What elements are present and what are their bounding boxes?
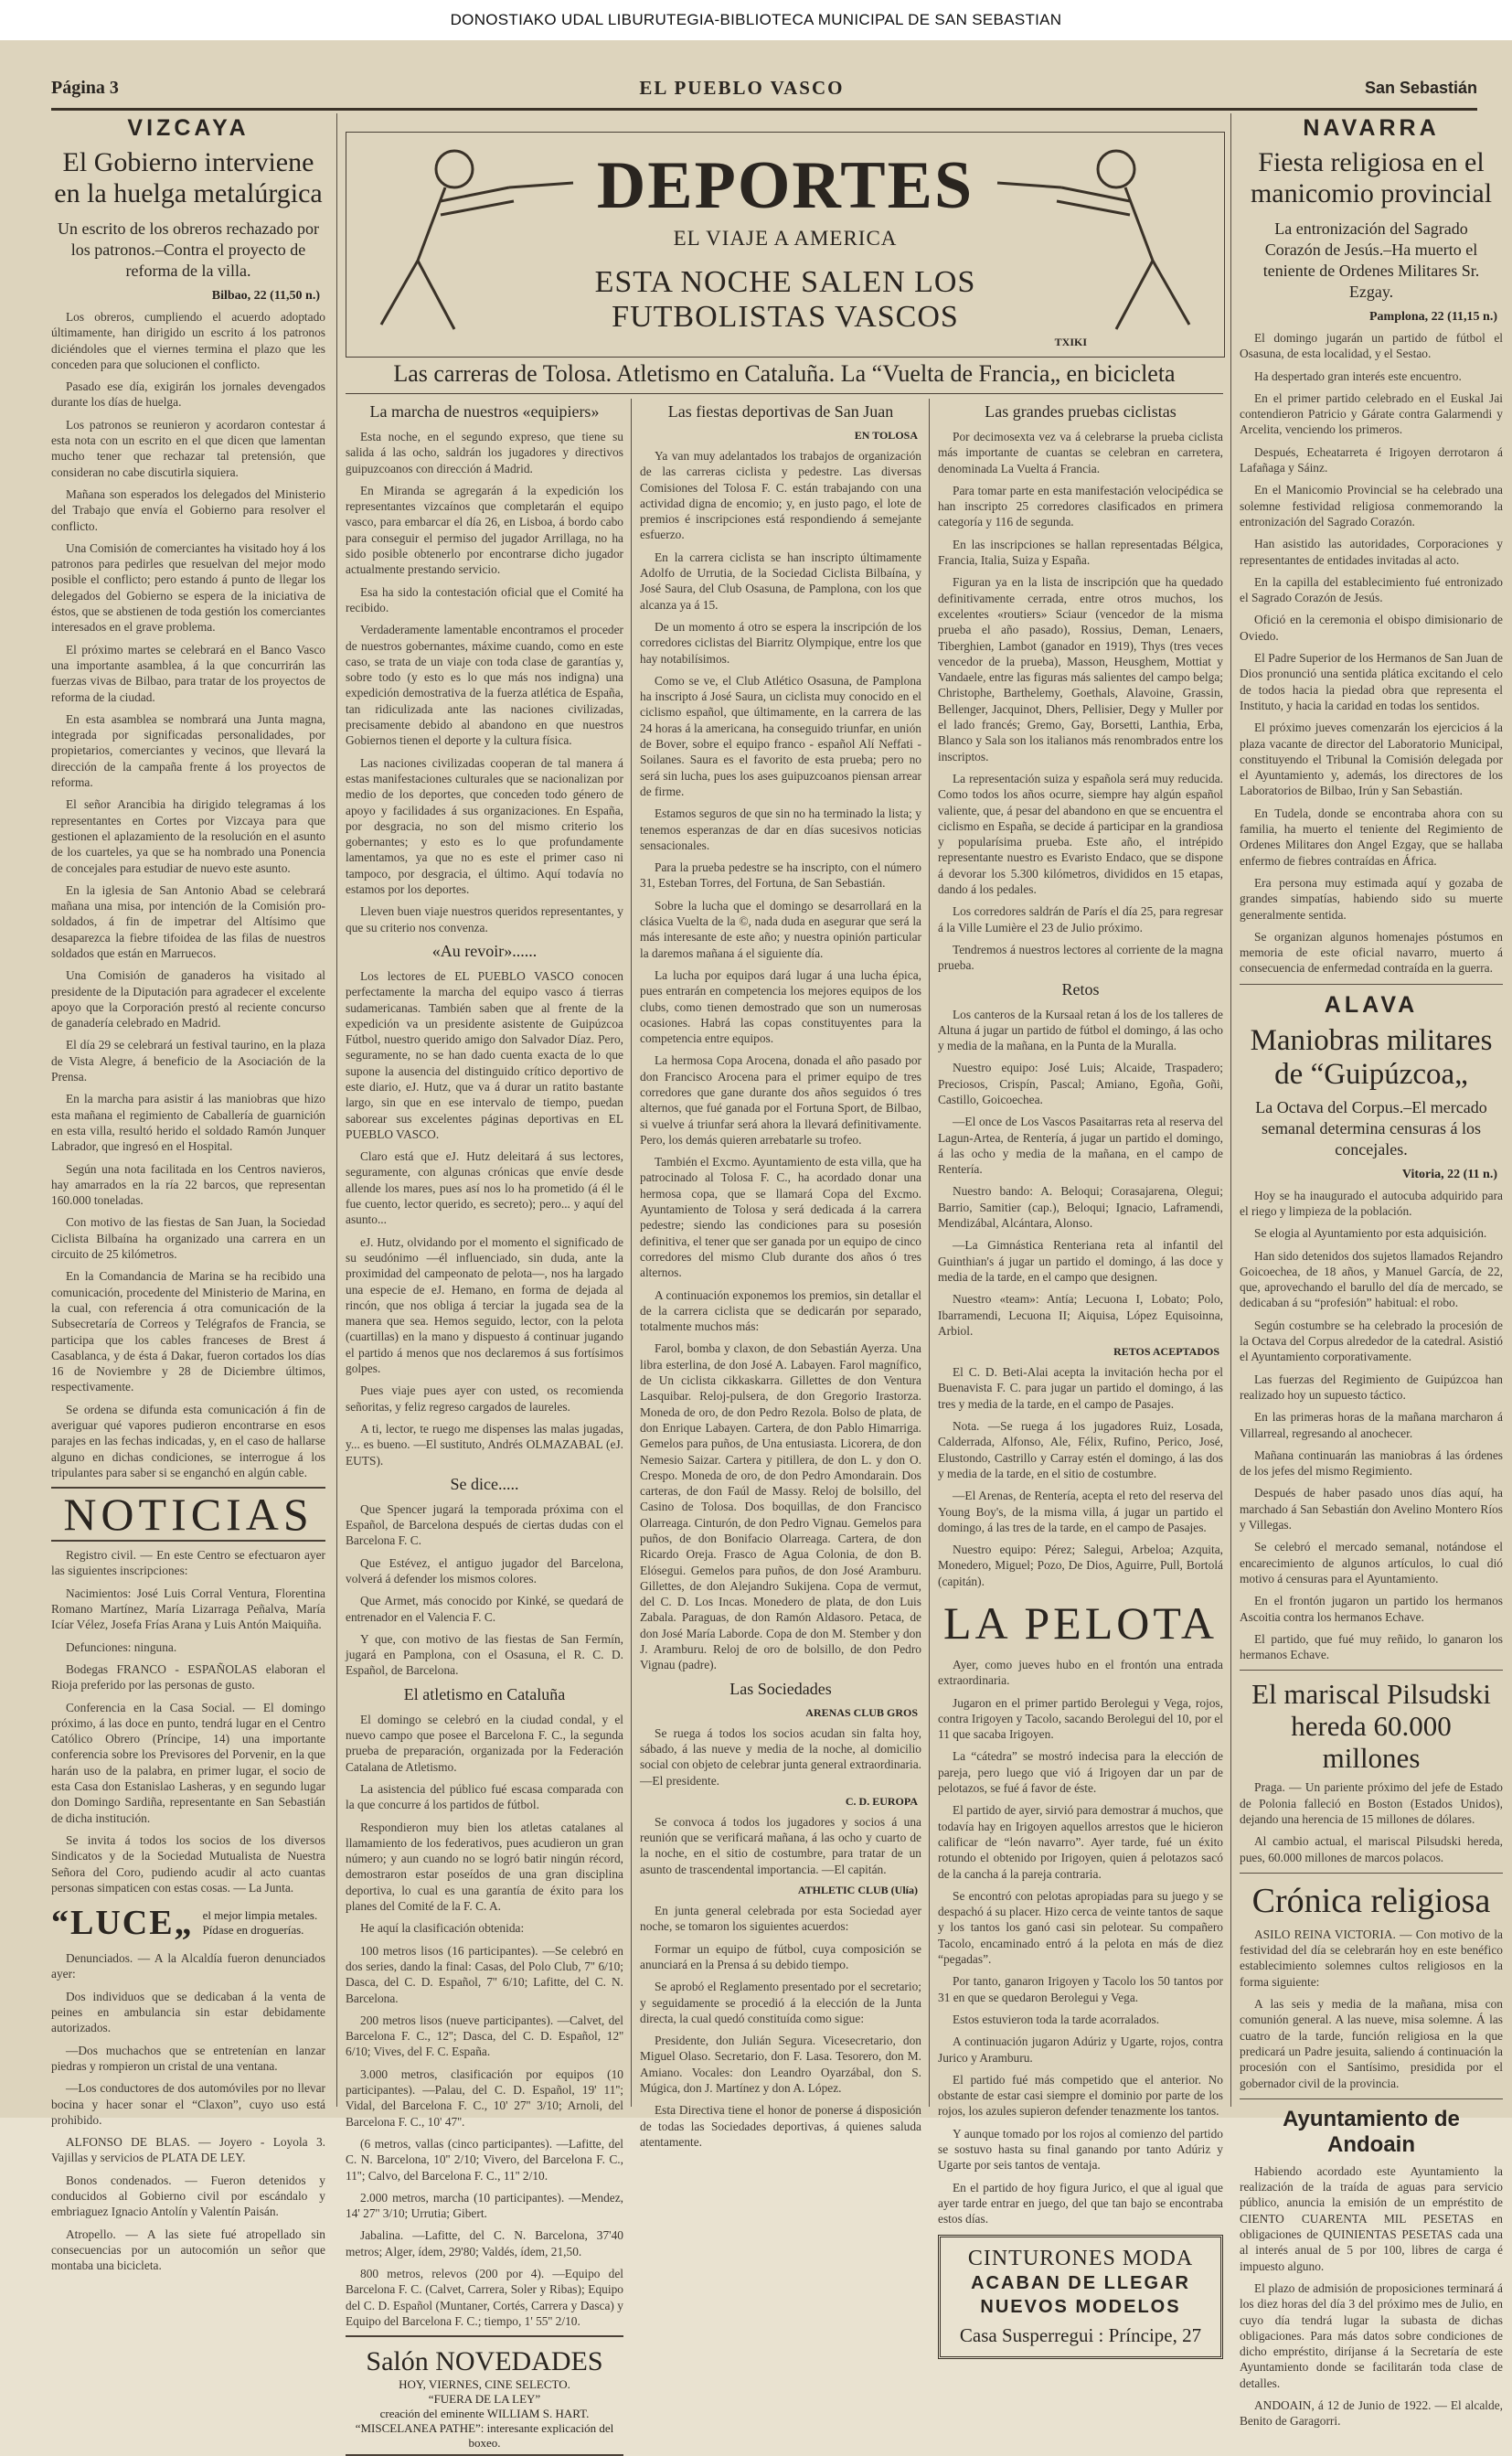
article-paragraph: La asistencia del público fué escasa comparada con la que concurre á los partidos de fútbol.: [346, 1781, 623, 1812]
article-paragraph: Las fuerzas del Regimiento de Guipúzcoa han realizado hoy un supuesto táctico.: [1240, 1372, 1503, 1402]
article-paragraph: A ti, lector, te ruego me dispenses las malas jugadas, y... es bueno. —El sustituto, Andrés OLMAZABAL (eJ. EUTS).: [346, 1421, 623, 1468]
banner-title: DEPORTES: [596, 148, 974, 223]
noticias-heading: NOTICIAS: [51, 1487, 325, 1542]
notice-paragraph: Nacimientos: José Luis Corral Ventura, Florentina Romano Martínez, María Lizarraga Peñalva, María Icíar Vélez, Josefa Frías Arana y Luis Antón Maiquiña.: [51, 1586, 325, 1632]
article-paragraph: El domingo se celebró en la ciudad condal, y el nuevo campo que posee el Barcelona F. C., la segunda prueba de preparación, organizada por la Federación Catalana de Atletismo.: [346, 1712, 623, 1774]
article-paragraph: En el partido de hoy figura Jurico, el que al igual que ayer tarde entrar en juego, del que tan bajo se encontraba estos días.: [938, 2180, 1223, 2226]
article-paragraph: En esta asamblea se nombrará una Junta magna, integrada por significadas personalidades, por propietarios, comerciantes y vecinos, que llevará la dirección de la campaña frente á los proyectos de reforma.: [51, 711, 325, 790]
banner-subtitle: EL VIAJE A AMERICA: [673, 227, 898, 250]
article-paragraph: Se ruega á todos los socios acudan sin falta hoy, sábado, á las nueve y media de la noche, al domicilio social con objeto de celebrar junta general extraordinaria. —El presidente.: [640, 1725, 921, 1788]
luce-brand: “LUCE„: [51, 1904, 194, 1943]
cinturones-ad: [938, 2235, 1223, 2359]
luce-ad: [51, 1903, 325, 1943]
ad-line: ACABAN DE LLEGAR: [971, 2272, 1190, 2293]
column-rule: [1230, 113, 1231, 2107]
article-paragraph: 3.000 metros, clasificación por equipos (10 participantes). —Palau, del C. D. Español, 19' 11''; Vidal, del Barcelona F. C., 10' 27'' 3/10; Arnoli, del Barcelona F. C., 10' 47''.: [346, 2066, 623, 2129]
article-paragraph: Respondieron muy bien los atletas catalanes al llamamiento de los federativos, pues acudieron un gran número; y aun cuando no se logró batir ningún récord, demostraron estar poseídos de una gran disciplina deportiva, lo cual es una garantía de éxito para los planes del Comité de la F. C. A.: [346, 1820, 623, 1914]
article-paragraph: Ayer, como jueves hubo en el frontón una entrada extraordinaria.: [938, 1658, 1223, 1688]
subhead-sociedades: Las Sociedades: [729, 1679, 832, 1698]
column-rule: [631, 399, 632, 2107]
article-paragraph: Nuestro «team»: Antía; Lecuona I, Lobato; Polo, Ibarramendi, Lecuona II; Aiquisa, López Equisoinna, Arbiol.: [938, 1292, 1223, 1338]
article-paragraph: Pues viaje pues ayer con usted, os recomienda señoritas, y feliz regreso cargados de laureles.: [346, 1383, 623, 1414]
article-paragraph: En Miranda se agregarán á la expedición los representantes vizcaínos que completarán el equipo vasco, para embarcar el día 26, en Lisboa, á bordo cabo para conseguir el permiso del jugador Arrillaga, no ha sido posible obtenerlo por encontrarse dicho jugador actualmente prestando servicio.: [346, 483, 623, 577]
subhead-au-revoir: «Au revoir»......: [431, 941, 538, 960]
headline-cronica-religiosa: Crónica religiosa: [1251, 1881, 1491, 1920]
salon-title: Salón NOVEDADES: [366, 2346, 603, 2377]
article-paragraph: Se elogia al Ayuntamiento por esta adquisición.: [1254, 1226, 1487, 1241]
article-paragraph: A las seis y media de la mañana, misa con comunión general. A las nueve, misa solemne. Á las cuatro de la tarde, función religiosa en la que predicará un Padre jesuita, saliendo á continuación la procesión con el Santísimo, presidida por el gobernador civil de la provincia.: [1240, 1997, 1503, 2090]
ad-address: Casa Susperregui : Príncipe, 27: [959, 2323, 1202, 2346]
article-paragraph: Las naciones civilizadas cooperan de tal manera á estas manifestaciones culturales que se nacionalizan por medio de los deportes, que conceden todo género de apoyo y facilidades á sus organizaciones. En España, por desgracia, no son del mismo criterio los gobernantes; y esto es lo que profundamente lamentamos, ya que no es este el primer caso ni tampoco, por desgracia, el último. Aquí todavía no estamos por los deportes.: [346, 755, 623, 897]
article-paragraph: Los corredores saldrán de París el día 25, para regresar á la Ville Lumière el 23 de Julio próximo.: [938, 904, 1223, 934]
dateline-bilbao: Bilbao, 22 (11,50 n.): [211, 289, 320, 303]
notice-paragraph: Defunciones: ninguna.: [66, 1639, 177, 1654]
column-vizcaya: [51, 112, 325, 2273]
article-paragraph: Nuestro bando: A. Beloqui; Corasajarena, Olegui; Barrio, Samitier (cap.), Beloqui; Ignacio, Laframendi, Mendizábal, Alcántara, Alonso.: [938, 1184, 1223, 1231]
article-paragraph: Por decimosexta vez va á celebrarse la prueba ciclista más importante de cuantas se celebran en carretera, denominada La Vuelta á Francia.: [938, 430, 1223, 475]
runhead-arenas: ARENAS CLUB GROS: [805, 1705, 918, 1719]
article-paragraph: Estos estuvieron toda la tarde acorralados.: [953, 2012, 1160, 2026]
article-paragraph: 2.000 metros, marcha (10 participantes). —Mendez, 14' 27'' 3/10; Urrutia; Gibert.: [346, 2190, 623, 2221]
article-paragraph: En la Comandancia de Marina se ha recibido una comunicación, procedente del Ministerio de Marina, en la cual, con referencia á otra comunicación de la Subsecretaría de Correos y Telégrafos de Francia, se participa que los cables franceses de Brest á Casablanca, y de ésta á Dakar, fueron cortados los días 16 de Noviembre y 28 de Diciembre últimos, respectivamente.: [51, 1269, 325, 1394]
article-paragraph: Los canteros de la Kursaal retan á los de los talleres de Altuna á jugar un partido de fútbol el domingo, á las ocho y media de la mañana, en la Punta de la Muralla.: [938, 1007, 1223, 1053]
masthead: EL PUEBLO VASCO: [639, 76, 845, 99]
article-paragraph: La lucha por equipos dará lugar á una lucha épica, pues entrarán en competencia los mejores equipos de los clubs, como tienen demostrado que son un numerosas ocasiones. Habrá las copas constituyentes para la competencia entre equipos.: [640, 967, 921, 1046]
article-paragraph: Jugaron en el primer partido Berolegui y Vega, rojos, contra Irigoyen y Tacolo, sacando Berolegui del 10, por el 11 que sacaba Irigoyen.: [938, 1695, 1223, 1742]
article-paragraph: Mañana son esperados los delegados del Ministerio del Trabajo que envía el Gobierno para resolver el conflicto.: [51, 486, 325, 533]
notice-paragraph: Conferencia en la Casa Social. — El domingo próximo, á las doce en punto, tendrá lugar en el Centro Católico Obrero (Príncipe, 14) una importante conferencia sobre los Previsores del Porvenir, en la que harán uso de la palabra, en primer lugar, el socio de esta Casa don Estanislao Lasheras, y en segundo lugar don Domingo Sardiña, representante en San Sebastián de dicha institución.: [51, 1700, 325, 1825]
article-paragraph: Se encontró con pelotas apropiadas para su juego y se despachó á su placer. Hizo cerca de veinte tantos de saque y los tantos los ganó casi sin pelotear. Su compañero Tacolo, encaminado entró á la pelota en más de diez “pegadas”.: [938, 1888, 1223, 1967]
divider: [1240, 1873, 1503, 1874]
article-paragraph: ANDOAIN, á 12 de Junio de 1922. — El alcalde, Benito de Garagorri.: [1240, 2398, 1503, 2429]
article-paragraph: He aquí la clasificación obtenida:: [360, 1921, 525, 1936]
article-paragraph: Ha despertado gran interés este encuentro.: [1254, 368, 1462, 383]
article-paragraph: Jabalina. —Lafitte, del C. N. Barcelona, 37'40 metros; Alger, ídem, 29'80; Valdés, ídem, 21,50.: [346, 2228, 623, 2258]
pelota-heading: LA PELOTA: [942, 1597, 1219, 1649]
article-paragraph: También el Excmo. Ayuntamiento de esta villa, que ha patrocinado al Tolosa F. C., ha acordado donar una hermosa copa, que se llamará Copa del Excmo. Ayuntamiento de Tolosa y será dedicada á la carrera pedestre; siendo las condiciones para su posesión definitiva, el tener que ser ganada por un equipo de cinco corredores del mismo Club durante dos años ó tres alternos.: [640, 1155, 921, 1280]
runhead-europa: C. D. EUROPA: [845, 1794, 918, 1808]
subhead-se-dice: Se dice.....: [450, 1474, 519, 1493]
subhead-equipiers: La marcha de nuestros «equipiers»: [369, 402, 600, 421]
article-paragraph: Como se ve, el Club Atlético Osasuna, de Pamplona ha inscripto á José Saura, un ciclista muy conocido en el ciclismo español, que últimamente, en la carrera de las 24 horas á la americana, ha conseguido triunfar, en unión de Bover, sobre el equipo franco - español Alí Neffati - Soilanes. Saura es el favorito de esta prueba; pero no será sin lucha, pues los ases guipuzcoanos piensan arrear de firme.: [640, 673, 921, 798]
notice-paragraph: Registro civil. — En este Centro se efectuaron ayer las siguientes inscripciones:: [51, 1548, 325, 1578]
banner-headline: ESTA NOCHE SALEN LOS FUTBOLISTAS VASCOS: [594, 265, 976, 334]
notice-paragraph: Denunciados. — A la Alcaldía fueron denunciados ayer:: [51, 1951, 325, 1981]
article-paragraph: En el Manicomio Provincial se ha celebrado una solemne festividad religiosa conmemorando la entronización del Sagrado Corazón.: [1240, 483, 1503, 529]
deportes-banner: [346, 132, 1225, 358]
column-deportes-3: [938, 399, 1223, 2346]
article-paragraph: En las inscripciones se hallan representadas Bélgica, Francia, Italia, Suiza y España.: [938, 537, 1223, 568]
article-paragraph: Pasado ese día, exigirán los jornales devengados durante los días de huelga.: [51, 379, 325, 410]
article-paragraph: El plazo de admisión de proposiciones terminará á los diez horas del día 3 del próximo mes de Julio, en cuyo día tendrá lugar la subasta de dichas obligaciones. Para más datos sobre condiciones de dicho empréstito, diríjanse á la Secretaría de este Ayuntamiento donde se facilitarán toda clase de detalles.: [1240, 2280, 1503, 2390]
article-paragraph: El C. D. Beti-Alai acepta la invitación hecha por el Buenavista F. C. para jugar un partido el domingo, á las tres y media de la tarde, en el campo de Pasajes.: [938, 1365, 1223, 1411]
article-paragraph: Los patronos se reunieron y acordaron contestar á esta nota con un escrito en el que dicen que lamentan mucho tener que rechazar tal pretensión, que consideran no cabe discutirla siquiera.: [51, 417, 325, 479]
notice-paragraph: Atropello. — A las siete fué atropellado sin consecuencias por un autocomión un señor que montaba una bicicleta.: [51, 2226, 325, 2273]
artist-signature: TXIKI: [1054, 336, 1087, 348]
salon-line: creación del eminente WILLIAM S. HART.: [379, 2407, 590, 2421]
article-paragraph: Esta noche, en el segundo expreso, que tiene su salida á las ocho, saldrán los jugadores y directivos guipuzcoanos con dirección á Madrid.: [346, 430, 623, 475]
column-rule: [336, 113, 337, 2107]
article-paragraph: Han sido detenidos dos sujetos llamados Rejandro Goicoechea, de 18 años, y Manuel García, de 22, que, aprovechando el barullo del día de mercado, se dedicaban á su “profesión” habitual: el robo.: [1240, 1248, 1503, 1310]
article-paragraph: Para tomar parte en esta manifestación velocipédica se han inscripto 25 corredores clasificados en primera categoría y 116 de segunda.: [938, 483, 1223, 529]
article-paragraph: Al cambio actual, el mariscal Pilsudski hereda, pues, 60.000 millones de marcos polacos.: [1240, 1834, 1503, 1864]
article-paragraph: Que Spencer jugará la temporada próxima con el Español, de Barcelona después de ciertas dudas con el Barcelona F. C.: [346, 1501, 623, 1548]
deck-huelga: Un escrito de los obreros rechazado por los patronos.–Contra el proyecto de reforma de la villa.: [58, 219, 319, 280]
article-paragraph: Verdaderamente lamentable encontramos el proceder de nuestros gobernantes, máxime cuando, como en este caso, se trata de un viaje con toda clase de garantías y, sobre todo (y esto es lo que más nos indigna) una expedición demostrativa de la fuerza atlética de España, tan ridiculizada ante las naciones civilizadas, precisamente debido al abandono en que nuestros Gobiernos tienen el deporte y la cultura física.: [346, 623, 623, 748]
article-paragraph: Una Comisión de ganaderos ha visitado al presidente de la Diputación para agradecer el excelente apoyo que la Corporación prestó al reciente concurso de ganadería celebrado en Madrid.: [51, 968, 325, 1030]
article-paragraph: El señor Arancibia ha dirigido telegramas á los representantes en Cortes por Vizcaya para que gestionen el aplazamiento de la resolución en el asunto de los cuarteles, ya que se ha nombrado una Ponencia de concejales para estudiar de nuevo este asunto.: [51, 797, 325, 875]
article-paragraph: Por tanto, ganaron Irigoyen y Tacolo los 50 tantos por 31 en que se quedaron Berolegui y Vega.: [938, 1974, 1223, 2004]
article-paragraph: Figuran ya en la lista de inscripción que ha quedado definitivamente cerrada, entre otros muchos, los excelentes «routiers» Sciaur (vencedor de la misma prueba el año pasado), Rossius, Deman, Lenaers, Tiberghien, Lambot (ganador en 1919), Thys (tres veces vencedor de la prueba), Masson, Heusghem, Mottiat y Vandaele, entre las figuras más salientes del campo belga; Christophe, Barthelemy, Goethals, Alavoine, Grassin, Bellenger, Jacquinot, Dhers, Pellisier, Degy y Muller por el lado francés; Gremo, Gay, Borsetti, Lanthia, Erba, Blanco y Sala son los italianos más renombrados entre los inscriptos.: [938, 575, 1223, 763]
divider: [1240, 2098, 1503, 2099]
salon-line: “FUERA DE LA LEY”: [428, 2392, 541, 2407]
article-paragraph: (6 metros, vallas (cinco participantes). —Lafitte, del C. N. Barcelona, 10'' 2/10; Vivero, del Barcelona F. C., 11''; Calvo, del Barcelona F. C., 11'' 2/10.: [346, 2136, 623, 2183]
article-paragraph: En la marcha para asistir á las maniobras que hizo esta mañana el regimiento de Caballería de guarnición en esta villa, resultó herido el soldado Ramón Junquer Labrador, que ingresó en el Hospital.: [51, 1092, 325, 1154]
article-paragraph: 200 metros lisos (nueve participantes). —Calvet, del Barcelona F. C., 12''; Dasca, del C. D. Español, 12'' 6/10; Vives, del F. C. España.: [346, 2013, 623, 2059]
article-paragraph: Se celebró el mercado semanal, notándose el encarecimiento de algunos artículos, lo cual dió motivo á censuras para el Ayuntamiento.: [1240, 1540, 1503, 1586]
article-paragraph: Lleven buen viaje nuestros queridos representantes, y que su criterio nos convenza.: [346, 904, 623, 934]
article-paragraph: 100 metros lisos (16 participantes). —Se celebró en dos series, dando la final: Casas, del Polo Club, 7'' 6/10; Dasca, del C. D. Español, 7'' 6/10; Lafitte, del C. N. Barcelona.: [346, 1943, 623, 2005]
article-paragraph: Nota. —Se ruega á los jugadores Ruiz, Losada, Calderrada, Alfonso, Ale, Félix, Rufino, Perico, José, Elustondo, Castrillo y Carray estén el domingo, á las dos y media de la tarde, en el sitio de costumbre.: [938, 1419, 1223, 1480]
article-paragraph: Han asistido las autoridades, Corporaciones y representantes de entidades invitadas al acto.: [1240, 537, 1503, 567]
dateline-pamplona: Pamplona, 22 (11,15 n.): [1368, 310, 1497, 324]
article-paragraph: El domingo jugarán un partido de fútbol el Osasuna, de esta localidad, y el Sestao.: [1240, 331, 1503, 361]
runhead-tolosa: EN TOLOSA: [854, 429, 918, 442]
article-paragraph: Ya van muy adelantados los trabajos de organización de las carreras ciclista y pedestre. Las diversas Comisiones del Tolosa F. C. están trabajando con una actividad digna de encomio; y, en justo pago, el lote de premios é inscripciones está respondiendo á semejante esfuerzo.: [640, 449, 921, 542]
column-deportes-2: [640, 399, 921, 2149]
article-paragraph: Y que, con motivo de las fiestas de San Fermín, jugará en Pamplona, con el Osasuna, el R. C. D. Español, de Barcelona.: [346, 1631, 623, 1678]
salon-line: “MISCELANEA PATHE”: interesante explicación del boxeo.: [355, 2421, 614, 2451]
article-paragraph: Se aprobó el Reglamento presentado por el secretario; y seguidamente se procedió á la elección de la Junta directa, la cual quedó constituída como sigue:: [640, 1980, 921, 2025]
article-paragraph: Mañana continuarán las maniobras á las órdenes de los jefes del mismo Regimiento.: [1240, 1447, 1503, 1479]
article-paragraph: Estamos seguros de que sin no ha terminado la lista; y tenemos esperanzas de dar en días sucesivos noticias sensacionales.: [640, 806, 921, 852]
runhead-athletic: ATHLETIC CLUB (Ulía): [797, 1884, 918, 1897]
article-paragraph: Que Armet, más conocido por Kinké, se quedará de entrenador en el Valencia F. C.: [346, 1594, 623, 1624]
article-paragraph: La representación suiza y española será muy reducida. Como todos los años ocurre, siempre hay algún español valiente, que, á pesar del abandono en que se encuentra el ciclismo en España, se decide á participar en la grandiosa y popularísima prueba. Este año, el intrépido representante nuestro es Evaristo Endaco, que se dispone á devorar los 5.300 kilómetros, divididos en 15 etapas, dando á los pedales.: [938, 771, 1223, 897]
page-number: Página 3: [51, 77, 119, 98]
article-paragraph: Según costumbre se ha celebrado la procesión de la Octava del Corpus alrededor de la catedral. Asistió el Ayuntamiento corporativamente.: [1240, 1318, 1503, 1364]
article-paragraph: Era persona muy estimada aquí y gozaba de grandes simpatías, habiendo sido su muerte generalmente sentida.: [1240, 875, 1503, 922]
article-paragraph: Nuestro equipo: Pérez; Salegui, Arbeloa; Azquita, Monedero, Miguel; Pozo, De Dios, Aguirre, Pull, Bortolá (capitán).: [938, 1543, 1223, 1588]
article-paragraph: Sobre la lucha que el domingo se desarrollará en la clásica Vuelta de la ©, nada duda en asegurar que será la más interesante de este año; y nuestra opinión particular la daremos mañana á el siguiente día.: [640, 898, 921, 960]
headline-maniobras: Maniobras militares de “Guipúzcoa„: [1250, 1023, 1493, 1091]
article-paragraph: El partido fué más competido que el anterior. No obstante de estar casi siempre el dominio por parte de los rojos, los azules supieron defender tenazmente los tantos.: [938, 2072, 1223, 2119]
article-paragraph: Los lectores de EL PUEBLO VASCO conocen perfectamente la marcha del equipo vasco á tierras sudamericanas. También saben que al frente de la expedición va un presidente asistente de Guipúzcoa Fútbol, nuestro querido amigo don Salvador Díaz. Pero, seguramente, no se han dado cuenta exacta de lo que supone la ausencia del distinguido crítico deportivo de este diario, eJ. Hutz, que va á durar un ratito bastante largo, sin que en ese intervalo de tiempo, puedan saborear sus excelentes páginas deportivas en EL PUEBLO VASCO.: [346, 968, 623, 1141]
subhead-pruebas-ciclistas: Las grandes pruebas ciclistas: [985, 402, 1177, 421]
article-paragraph: En la iglesia de San Antonio Abad se celebrará mañana una misa, por intención de la Comisión pro-soldados, á fin de impetrar del Altísimo que desaparezca la fiebre tifoidea de las filas de nuestros soldados que están en Marruecos.: [51, 882, 325, 960]
article-paragraph: Se organizan algunos homenajes póstumos en memoria de este oficial navarro, muerto á consecuencia de enfermedad contraída en la guerra.: [1240, 929, 1503, 976]
city-label: San Sebastián: [1364, 78, 1477, 97]
subhead-atletismo: El atletismo en Cataluña: [403, 1684, 566, 1703]
divider: [1240, 1670, 1503, 1671]
article-paragraph: A continuación exponemos los premios, sin detallar el de la carrera ciclista que se dedicarán por separado, totalmente muchos más:: [640, 1287, 921, 1334]
column-navarra-alava: [1240, 112, 1503, 2429]
notice-paragraph: —Dos muchachos que se entretenían en lanzar piedras y rompieron un cristal de una ventana.: [51, 2043, 325, 2073]
article-paragraph: El próximo jueves comenzarán los ejercicios á la plaza vacante de director del Laboratorio Municipal, constituyendo el Tribunal la Comisión delegada por el Ayuntamiento y, además, los directores de los Laboratorios de Bilbao, Irún y San Sebastián.: [1240, 721, 1503, 798]
article-paragraph: Con motivo de las fiestas de San Juan, la Sociedad Ciclista Bilbaína ha organizado una carrera en un circuito de 25 kilómetros.: [51, 1215, 325, 1262]
article-paragraph: En junta general celebrada por esta Sociedad ayer noche, se tomaron los siguientes acuerdos:: [640, 1904, 921, 1934]
notice-paragraph: ALFONSO DE BLAS. — Joyero - Loyola 3. Vajillas y servicios de PLATA DE LEY.: [51, 2135, 325, 2165]
subhead-fiestas-san-juan: Las fiestas deportivas de San Juan: [667, 402, 894, 421]
article-paragraph: —El Arenas, de Rentería, acepta el reto del reserva del Young Boy's, de la misma villa, á jugar un partido el domingo, á las tres de la tarde, en el campo de Pasajes.: [938, 1489, 1223, 1534]
article-paragraph: Habiendo acordado este Ayuntamiento la realización de la traída de aguas para servicio público, anuncia la emisión de un empréstito de CIENTO CUARENTA MIL PESETAS en obligaciones de QUINIENTAS PESETAS cada una al interés anual de 5 por 100, libres de carga é impuesto alguno.: [1240, 2163, 1503, 2273]
article-paragraph: Para la prueba pedestre se ha inscripto, con el número 31, Esteban Torres, del Fortuna, de San Sebastián.: [640, 860, 921, 891]
newspaper-page: [0, 40, 1512, 2451]
article-paragraph: Hoy se ha inaugurado el autocuba adquirido para el riego y limpieza de la población.: [1240, 1188, 1503, 1218]
article-paragraph: Según una nota facilitada en los Centros navieros, hay amarrados en la ría 22 barcos, que representan 160.000 toneladas.: [51, 1161, 325, 1208]
deck-manicomio: La entronización del Sagrado Corazón de Jesús.–Ha muerto el teniente de Ordenes Militares Sr. Ezgay.: [1262, 219, 1480, 301]
notice-paragraph: Bodegas FRANCO - ESPAÑOLAS elaboran el Rioja preferido por las personas de gusto.: [51, 1661, 325, 1693]
luce-text: el mejor limpia metales. Pídase en droguerías.: [202, 1908, 318, 1938]
article-paragraph: Esta Directiva tiene el honor de ponerse á disposición de todas las Sociedades deportivas, á quienes saluda atentamente.: [640, 2103, 921, 2149]
article-paragraph: Praga. — Un pariente próximo del jefe de Estado de Polonia falleció en Boston (Estados Unidos), dejando una herencia de 15 millones de dólares.: [1240, 1780, 1503, 1826]
sports-subheadline: Las carreras de Tolosa. Atletismo en Cataluña. La “Vuelta de Francia„ en bicicleta: [346, 360, 1223, 394]
column-rule: [929, 399, 930, 2107]
headline-andoain: Ayuntamiento de Andoain: [1283, 2106, 1460, 2157]
prize-list: Farol, bomba y claxon, de don Sebastián Ayerza. Una libra esterlina, de don José A. Labayen. Farol magnífico, de Un ciclista cikkaskarra. Gillettes de don Ventura Lasquibar. Reloj-pulsera, de don Gregorio Irastorza. Moneda de oro, de don Pedro Rezola. Bolso de plata, de don Enrique Labayen. Cartera, de don Pablo Himarriga. Gemelos para puños, de Una entusiasta. Licorera, de don Nemesio Saizar. Cartera y pitillera, de don L. y don O. Crespo. Moneda de oro, de don Pedro Amondarain. Dos carteras, de don Faúl de Massy. Reloj de bolsillo, del Casino de Tolosa. Dos boquillas, de don Francisco Olarreaga. Cinturón, de don Pedro Vignau. Gemelos para puños, de don Bonifacio Olarreaga. Cartera, de don Ricardo Oreja. Frasco de Agua Colonia, de don B. Elósegui. Gemelos para puños, de don José Aramburu. Gillettes, de don Alejandro Sukijena. Copa de vermut, del C. D. Los Incas. Monedero de plata, de don Luis Zabala. Paraguas, de don Ramón Aldasoro. Petaca, de don José María Laborde. Copa de don M. Stember y don J. Aramburu. Reloj de oro de bolsillo, de don Pedro Vignau (padre).: [640, 1341, 921, 1672]
article-paragraph: Ofició en la ceremonia el obispo dimisionario de Oviedo.: [1240, 613, 1503, 643]
article-paragraph: eJ. Hutz, olvidando por el momento el significado de su seudónimo —él influenciado, sin duda, ante la proximidad del campeonato de pelota—, nos ha largado una especie de eJ. Hemano, en forma de dejada al rincón, que nos obliga á terciar la jugada sea de la manera que sea. Hemos seguido, lector, con la pelota (cuartillas) en la mano y dispuesto á continuar jugando el partido á menos que nos declaremos á sus fortísimos golpes.: [346, 1234, 623, 1376]
article-paragraph: Los obreros, cumpliendo el acuerdo adoptado últimamente, han dirigido un escrito á los patronos diciéndoles que el viernes termina el plazo que les conceden para que solucionen el conflicto.: [51, 310, 325, 371]
article-paragraph: En Tudela, donde se encontraba ahora con su familia, ha muerto el teniente del Regimiento de Ordenes Militares don Angel Ezgay, que se hallaba enfermo de fiebres contraídas en África.: [1240, 806, 1503, 868]
notice-paragraph: —Los conductores de dos automóviles por no llevar bocina y hacer sonar el “Claxon”, cuyo uso está prohibido.: [51, 2081, 325, 2127]
page-header: [51, 68, 1477, 111]
headline-huelga: El Gobierno interviene en la huelga metalúrgica: [54, 147, 323, 208]
article-paragraph: Nuestro equipo: José Luis; Alcaide, Traspadero; Preciosos, Crispín, Pascal; Amiano, Egoña, Goñi, Castillo, Goicoechea.: [938, 1061, 1223, 1106]
article-paragraph: Después de haber pasado unos días aquí, ha marchado á San Sebastián don Avelino Montero Ríos y Villegas.: [1240, 1486, 1503, 1532]
ad-line: NUEVOS MODELOS: [980, 2296, 1181, 2317]
article-paragraph: Presidente, don Julián Segura. Vicesecretario, don Miguel Olaso. Secretario, don F. Lasa. Tesorero, don M. Amiano. Vocales: don Leandro Oyarzábal, don S. Múgica, don J. Martínez y don A. López.: [640, 2034, 921, 2096]
article-paragraph: —La Gimnástica Renteriana reta al infantil del Guinthian's á jugar un partido el domingo, á las doce y media de la tarde, en el campo que designen.: [938, 1238, 1223, 1284]
dateline-vitoria: Vitoria, 22 (11 n.): [1401, 1167, 1497, 1181]
salon-line: HOY, VIERNES, CINE SELECTO.: [399, 2377, 570, 2392]
article-paragraph: En las primeras horas de la mañana marcharon á Villarreal, regresando al anochecer.: [1240, 1410, 1503, 1440]
article-paragraph: De un momento á otro se espera la inscripción de los corredores ciclistas del Biarritz Olympique, entre los que hay notabilísimos.: [640, 619, 921, 666]
notice-paragraph: Se invita á todos los socios de los diversos Sindicatos y de la Sociedad Mutualista de Nuestra Señora del Coro, pudiendo acudir al acto cuantas personas simpaticen con estas cosas. — La Junta.: [51, 1832, 325, 1895]
deck-maniobras: La Octava del Corpus.–El mercado semanal determina censuras á los concejales.: [1255, 1097, 1487, 1159]
article-paragraph: El Padre Superior de los Hermanos de San Juan de Dios pronunció una sentida plática excitando el celo de todos hacia la piedad obra que representa el Instituto, y hacia la caridad en todas los sentidos.: [1240, 651, 1503, 712]
article-paragraph: En el frontón jugaron un partido los hermanos Ascoitia contra los hermanos Echave.: [1240, 1594, 1503, 1624]
article-paragraph: Claro está que eJ. Hutz deleitará á sus lectores, seguramente, con algunas crónicas que envíe desde allende los mares, pues así nos lo ha prometido (á él le fue cuento, lector querido, es secreto); pero... y aquí del asunto...: [346, 1149, 623, 1227]
column-deportes-1: [346, 399, 623, 2451]
salon-novedades-ad: [346, 2335, 623, 2456]
section-vizcaya: VIZCAYA: [127, 115, 250, 141]
notice-paragraph: Dos individuos que se dedicaban á la venta de peines en ambulancia sin estar debidamente autorizados.: [51, 1989, 325, 2035]
article-paragraph: El partido, que fué muy reñido, lo ganaron los hermanos Echave.: [1240, 1631, 1503, 1662]
article-paragraph: Se convoca á todos los jugadores y socios á una reunión que se verificará mañana, á las ocho y cuarto de la noche, en el sitio de costumbre, para tratar de un asunto de trascendental importancia. —El capitán.: [640, 1814, 921, 1876]
article-paragraph: El día 29 se celebrará un festival taurino, en la plaza de Vista Alegre, á beneficio de la Asociación de la Prensa.: [51, 1038, 325, 1084]
article-paragraph: En el primer partido celebrado en el Euskal Jai contendieron Patricio y Gárate contra Galarmendi y Arcelita, venciendo los primeros.: [1240, 390, 1503, 437]
article-paragraph: Una Comisión de comerciantes ha visitado hoy á los patronos para pedirles que resuelvan del mejor modo posible el conflicto; pero estando á punto de llegar los delegados del Gobierno se espera de la iniciativa de éstos, que se abstienen de toda gestión los comerciantes interesados en el grave problema.: [51, 540, 325, 635]
article-paragraph: La hermosa Copa Arocena, donada el año pasado por don Francisco Arocena para el primer equipo de tres corredores que gane durante dos años seguidos ó tres alternos, que fué ganada por el Fortuna Sport, de Bilbao, si vuelve á triunfar será ahora la llevará definitivamente. Pero, los demás quieren arrebatarle su trofeo.: [640, 1053, 921, 1147]
runhead-retos-aceptados: RETOS ACEPTADOS: [1113, 1345, 1219, 1359]
library-bar: DONOSTIAKO UDAL LIBURUTEGIA-BIBLIOTECA MUNICIPAL DE SAN SEBASTIAN: [0, 0, 1512, 40]
article-paragraph: Esa ha sido la contestación oficial que el Comité ha recibido.: [346, 584, 623, 614]
article-paragraph: En la carrera ciclista se han inscripto últimamente Adolfo de Urrutia, de la Sociedad Ciclista Bilbaína, y José Saura, del Club Osasuna, de Pamplona, con los que alcanza ya á 15.: [640, 550, 921, 612]
notice-paragraph: Bonos condenados. — Fueron detenidos y conducidos al Gobierno civil por escándalo y embriaguez Ignacio Antolín y Valentín Paisán.: [51, 2173, 325, 2219]
article-paragraph: 800 metros, relevos (200 por 4). —Equipo del Barcelona F. C. (Calvet, Carrera, Soler y Ribas); Equipo del C. D. Español (Muntaner, Cortés, Carrera y Dasca) y Equipo del Barcelona F. C.; tiempo, 1' 55'' 2/10.: [346, 2266, 623, 2328]
ad-title: CINTURONES MODA: [967, 2246, 1194, 2270]
headline-pilsudski: El mariscal Pilsudski hereda 60.000 millones: [1251, 1678, 1491, 1775]
article-paragraph: Formar un equipo de fútbol, cuya composición se anunciará en la Prensa á su debido tiempo.: [640, 1941, 921, 1971]
article-paragraph: Se ordena se difunda esta comunicación á fin de averiguar qué vapores pudieron encontrarse en esos parajes en las fechas indicadas, y, en el caso de hallarse alguno en dichas condiciones, se interrogue á los tripulantes para saber si se enganchó en algún cable.: [51, 1402, 325, 1479]
section-alava: ALAVA: [1324, 991, 1419, 1018]
article-paragraph: En la capilla del establecimiento fué entronizado el Sagrado Corazón de Jesús.: [1240, 574, 1503, 605]
article-paragraph: ASILO REINA VICTORIA. — Con motivo de la festividad del día se celebrarán hoy en este benéfico establecimiento solemnes cultos religiosos en la forma siguiente:: [1240, 1927, 1503, 1989]
article-paragraph: La “cátedra” se mostró indecisa para la elección de pareja, pero luego que vió á Irigoyen dar un par de pelotazos, se fué á favor de éste.: [938, 1749, 1223, 1796]
article-paragraph: Tendremos á nuestros lectores al corriente de la magna prueba.: [938, 942, 1223, 973]
article-paragraph: El próximo martes se celebrará en el Banco Vasco una importante asamblea, á la que concurrirán las fuerzas vivas de Bilbao, para tratar de los proyectos de reforma de la ciudad.: [51, 642, 325, 704]
article-paragraph: Después, Echeatarreta é Irigoyen derrotaron á Lafañaga y Sáinz.: [1240, 444, 1503, 475]
article-paragraph: El partido de ayer, sirvió para demostrar á muchos, que todavía hay en Irigoyen aquellos arrestos que le hicieron calificar de “león navarro”. Ayer tarde, fué un éxito rotundo el obtenido por Irigoyen, quien á pelotazos sacó de la cancha á la pareja contraria.: [938, 1803, 1223, 1881]
headline-manicomio: Fiesta religiosa en el manicomio provincial: [1250, 147, 1493, 208]
divider: [1240, 984, 1503, 985]
section-navarra: NAVARRA: [1303, 115, 1440, 141]
article-paragraph: A continuación jugaron Adúriz y Ugarte, rojos, contra Jurico y Aramburu.: [938, 2034, 1223, 2065]
article-paragraph: —El once de Los Vascos Pasaitarras reta al reserva del Lagun-Artea, de Rentería, á jugar un partido el domingo, á las ocho y media de la mañana, en el campo de Rentería.: [938, 1115, 1223, 1177]
article-paragraph: Que Estévez, el antiguo jugador del Barcelona, volverá á defender los mismos colores.: [346, 1555, 623, 1586]
article-paragraph: Y aunque tomado por los rojos al comienzo del partido se sostuvo hasta su final ganando por tanto Adúriz y Ugarte por seis tantos de ventaja.: [938, 2126, 1223, 2173]
subhead-retos: Retos: [1061, 979, 1100, 998]
